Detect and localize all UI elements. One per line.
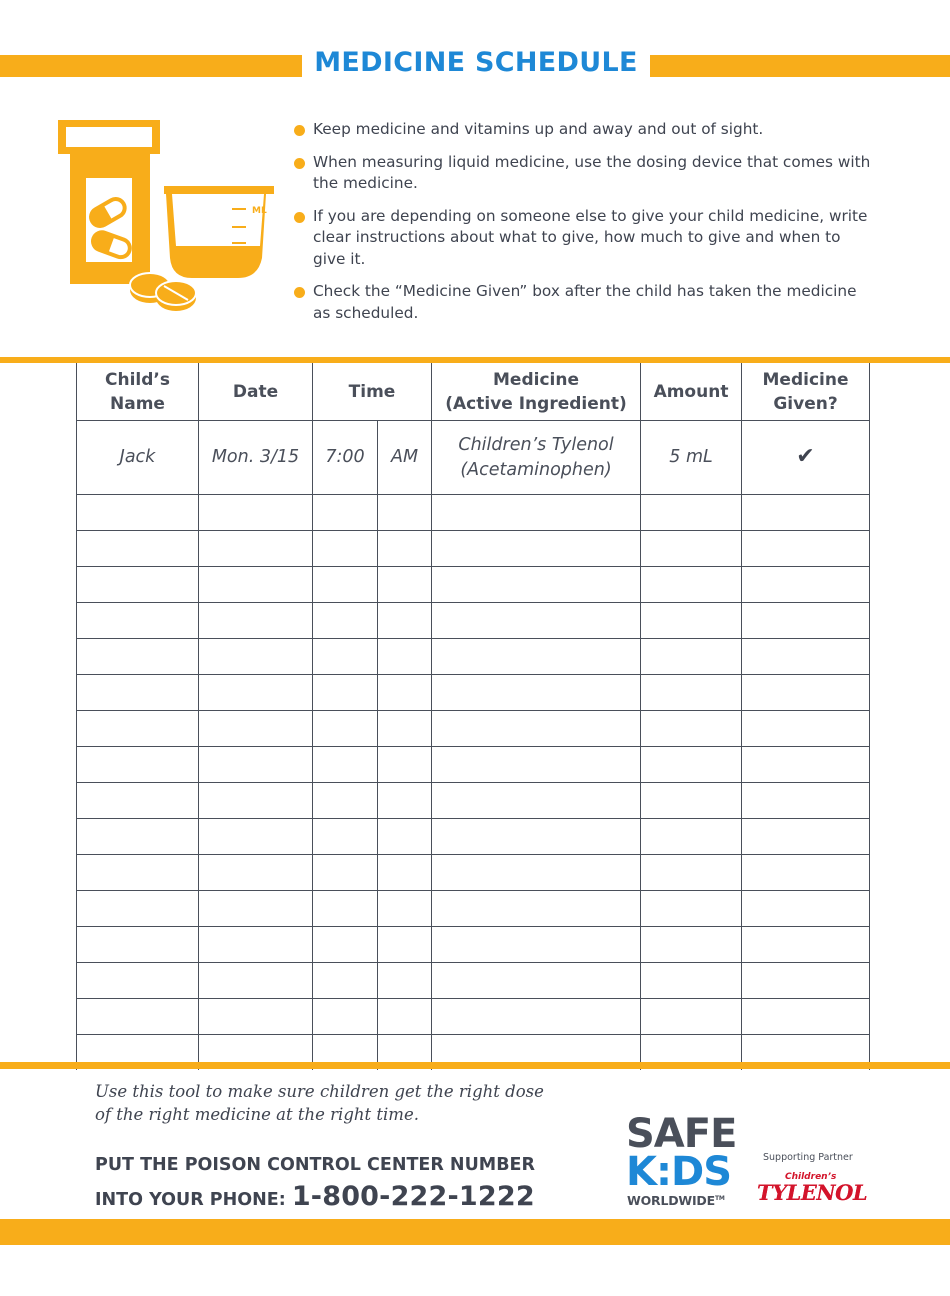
blank-cell[interactable]: [313, 531, 378, 567]
medicine-schedule-table: [76, 363, 870, 1070]
blank-cell[interactable]: [432, 603, 641, 639]
example-row: [77, 421, 870, 495]
blank-cell[interactable]: [77, 891, 199, 927]
blank-cell[interactable]: [432, 963, 641, 999]
blank-row: [77, 747, 870, 783]
blank-cell[interactable]: [313, 999, 378, 1035]
blank-cell[interactable]: [742, 567, 870, 603]
blank-cell[interactable]: [199, 639, 313, 675]
blank-cell[interactable]: [313, 675, 378, 711]
example-amount: 5 mL: [641, 421, 742, 495]
blank-row: [77, 783, 870, 819]
blank-cell[interactable]: [313, 927, 378, 963]
blank-cell[interactable]: [641, 567, 742, 603]
blank-cell[interactable]: [742, 819, 870, 855]
blank-cell[interactable]: [77, 639, 199, 675]
blank-cell[interactable]: [378, 819, 432, 855]
blank-cell[interactable]: [77, 855, 199, 891]
blank-cell[interactable]: [742, 927, 870, 963]
blank-row: [77, 891, 870, 927]
blank-cell[interactable]: [199, 999, 313, 1035]
blank-cell[interactable]: [378, 603, 432, 639]
blank-cell[interactable]: [77, 711, 199, 747]
blank-cell[interactable]: [313, 747, 378, 783]
blank-cell[interactable]: [378, 783, 432, 819]
header-row: [77, 363, 870, 421]
blank-cell[interactable]: [313, 891, 378, 927]
example-time: 7:00: [313, 421, 378, 495]
blank-cell[interactable]: [378, 639, 432, 675]
blank-cell[interactable]: [742, 855, 870, 891]
blank-cell[interactable]: [199, 855, 313, 891]
blank-cell[interactable]: [199, 675, 313, 711]
blank-cell[interactable]: [742, 783, 870, 819]
tool-note: Use this tool to make sure children get the right dose of the right medicine at the right time.: [95, 1082, 544, 1124]
blank-cell[interactable]: [378, 711, 432, 747]
blank-cell[interactable]: [432, 855, 641, 891]
blank-cell[interactable]: [641, 495, 742, 531]
blank-cell[interactable]: [77, 927, 199, 963]
example-name: Jack: [77, 421, 199, 495]
blank-cell[interactable]: [199, 819, 313, 855]
blank-cell[interactable]: [641, 891, 742, 927]
medicine-illustration: [52, 118, 282, 318]
header-date: Date: [199, 363, 313, 421]
blank-cell[interactable]: [313, 495, 378, 531]
blank-cell[interactable]: [742, 531, 870, 567]
header-amount: Amount: [641, 363, 742, 421]
blank-cell[interactable]: [77, 963, 199, 999]
blank-cell[interactable]: [432, 711, 641, 747]
blank-cell[interactable]: [432, 927, 641, 963]
blank-cell[interactable]: [432, 819, 641, 855]
blank-cell[interactable]: [199, 495, 313, 531]
title-bar-right: [650, 55, 950, 77]
blank-cell[interactable]: [742, 711, 870, 747]
example-ampm: AM: [378, 421, 432, 495]
blank-cell[interactable]: [378, 675, 432, 711]
blank-row: [77, 531, 870, 567]
blank-row: [77, 855, 870, 891]
blank-row: [77, 711, 870, 747]
blank-cell[interactable]: [77, 747, 199, 783]
blank-cell[interactable]: [432, 747, 641, 783]
blank-cell[interactable]: [313, 567, 378, 603]
blank-cell[interactable]: [641, 531, 742, 567]
tylenol-logo-small: Children’s: [785, 1172, 837, 1182]
header-time: Time: [313, 363, 432, 421]
blank-row: [77, 963, 870, 999]
blank-row: [77, 639, 870, 675]
blank-cell[interactable]: [641, 783, 742, 819]
blank-cell[interactable]: [742, 747, 870, 783]
blank-row: [77, 567, 870, 603]
table-bottom-bar: [0, 1062, 950, 1069]
blank-cell[interactable]: [77, 567, 199, 603]
blank-cell[interactable]: [313, 711, 378, 747]
blank-row: [77, 819, 870, 855]
blank-cell[interactable]: [77, 783, 199, 819]
blank-cell[interactable]: [432, 531, 641, 567]
blank-cell[interactable]: [378, 531, 432, 567]
header-child-name: Child’s Name: [77, 363, 199, 421]
blank-cell[interactable]: [378, 999, 432, 1035]
blank-cell[interactable]: [77, 819, 199, 855]
blank-cell[interactable]: [313, 603, 378, 639]
blank-cell[interactable]: [199, 747, 313, 783]
poison-control-phone[interactable]: 1-800-222-1222: [291, 1181, 535, 1212]
blank-cell[interactable]: [378, 963, 432, 999]
bullet-icon: [294, 125, 305, 136]
blank-cell[interactable]: [378, 855, 432, 891]
blank-cell[interactable]: [641, 963, 742, 999]
blank-cell[interactable]: [199, 891, 313, 927]
blank-cell[interactable]: [199, 927, 313, 963]
cup-marking: ML: [252, 206, 267, 216]
blank-row: [77, 675, 870, 711]
blank-cell[interactable]: [378, 495, 432, 531]
blank-cell[interactable]: [378, 927, 432, 963]
blank-cell[interactable]: [641, 855, 742, 891]
blank-cell[interactable]: [313, 963, 378, 999]
blank-cell[interactable]: [77, 495, 199, 531]
blank-cell[interactable]: [432, 675, 641, 711]
blank-cell[interactable]: [199, 531, 313, 567]
blank-cell[interactable]: [199, 603, 313, 639]
footer-bar: [0, 1219, 950, 1245]
title-bar-left: [0, 55, 302, 77]
blank-cell[interactable]: [641, 603, 742, 639]
blank-cell[interactable]: [641, 819, 742, 855]
header-medicine-given: Medicine Given?: [742, 363, 870, 421]
bullet-icon: [294, 212, 305, 223]
tip-item: When measuring liquid medicine, use the dosing device that comes with the medicine.: [292, 152, 872, 195]
blank-row: [77, 927, 870, 963]
blank-cell[interactable]: [77, 603, 199, 639]
blank-cell[interactable]: [432, 639, 641, 675]
tip-item: If you are depending on someone else to give your child medicine, write clear instructions about what to give, how much to give and when to give it.: [292, 206, 872, 271]
blank-cell[interactable]: [199, 783, 313, 819]
blank-row: [77, 999, 870, 1035]
blank-cell[interactable]: [199, 963, 313, 999]
blank-cell[interactable]: [77, 675, 199, 711]
blank-cell[interactable]: [742, 999, 870, 1035]
blank-cell[interactable]: [432, 999, 641, 1035]
blank-cell[interactable]: [432, 495, 641, 531]
poison-control-note: PUT THE POISON CONTROL CENTER NUMBER INTO YOUR PHONE: 1-800-222-1222: [95, 1155, 535, 1212]
blank-cell[interactable]: [313, 783, 378, 819]
blank-cell[interactable]: [378, 891, 432, 927]
bullet-icon: [294, 158, 305, 169]
blank-cell[interactable]: [742, 963, 870, 999]
supporting-partner-label: Supporting Partner: [763, 1152, 853, 1163]
blank-row: [77, 495, 870, 531]
blank-cell[interactable]: [641, 747, 742, 783]
blank-cell[interactable]: [77, 999, 199, 1035]
blank-cell[interactable]: [313, 639, 378, 675]
example-medicine: Children’s Tylenol (Acetaminophen): [432, 421, 641, 495]
example-given: [742, 421, 870, 495]
blank-cell[interactable]: [641, 711, 742, 747]
tip-item: Check the “Medicine Given” box after the child has taken the medicine as scheduled.: [292, 281, 872, 324]
example-date: Mon. 3/15: [199, 421, 313, 495]
blank-cell[interactable]: [432, 783, 641, 819]
checkmark-icon: ✔: [796, 444, 815, 469]
blank-cell[interactable]: [742, 639, 870, 675]
bullet-icon: [294, 287, 305, 298]
blank-cell[interactable]: [432, 567, 641, 603]
blank-cell[interactable]: [742, 675, 870, 711]
tip-item: Keep medicine and vitamins up and away and out of sight.: [292, 119, 872, 141]
blank-cell[interactable]: [378, 747, 432, 783]
blank-cell[interactable]: [641, 675, 742, 711]
header-medicine: Medicine (Active Ingredient): [432, 363, 641, 421]
blank-cell[interactable]: [313, 819, 378, 855]
blank-cell[interactable]: [641, 927, 742, 963]
blank-cell[interactable]: [77, 531, 199, 567]
blank-cell[interactable]: [641, 999, 742, 1035]
blank-rows: [77, 495, 870, 1071]
blank-cell[interactable]: [742, 495, 870, 531]
blank-cell[interactable]: [313, 855, 378, 891]
blank-cell[interactable]: [742, 891, 870, 927]
blank-cell[interactable]: [199, 711, 313, 747]
safe-kids-logo: SAFE K:DS WORLDWIDE™: [626, 1111, 737, 1208]
blank-row: [77, 603, 870, 639]
page-title: MEDICINE SCHEDULE: [314, 47, 638, 78]
blank-cell[interactable]: [641, 639, 742, 675]
blank-cell[interactable]: [432, 891, 641, 927]
blank-cell[interactable]: [199, 567, 313, 603]
tylenol-logo: TYLENOL: [757, 1180, 868, 1205]
blank-cell[interactable]: [378, 567, 432, 603]
tips-list: [292, 119, 872, 335]
blank-cell[interactable]: [742, 603, 870, 639]
tablet-icon-2: [156, 281, 196, 311]
